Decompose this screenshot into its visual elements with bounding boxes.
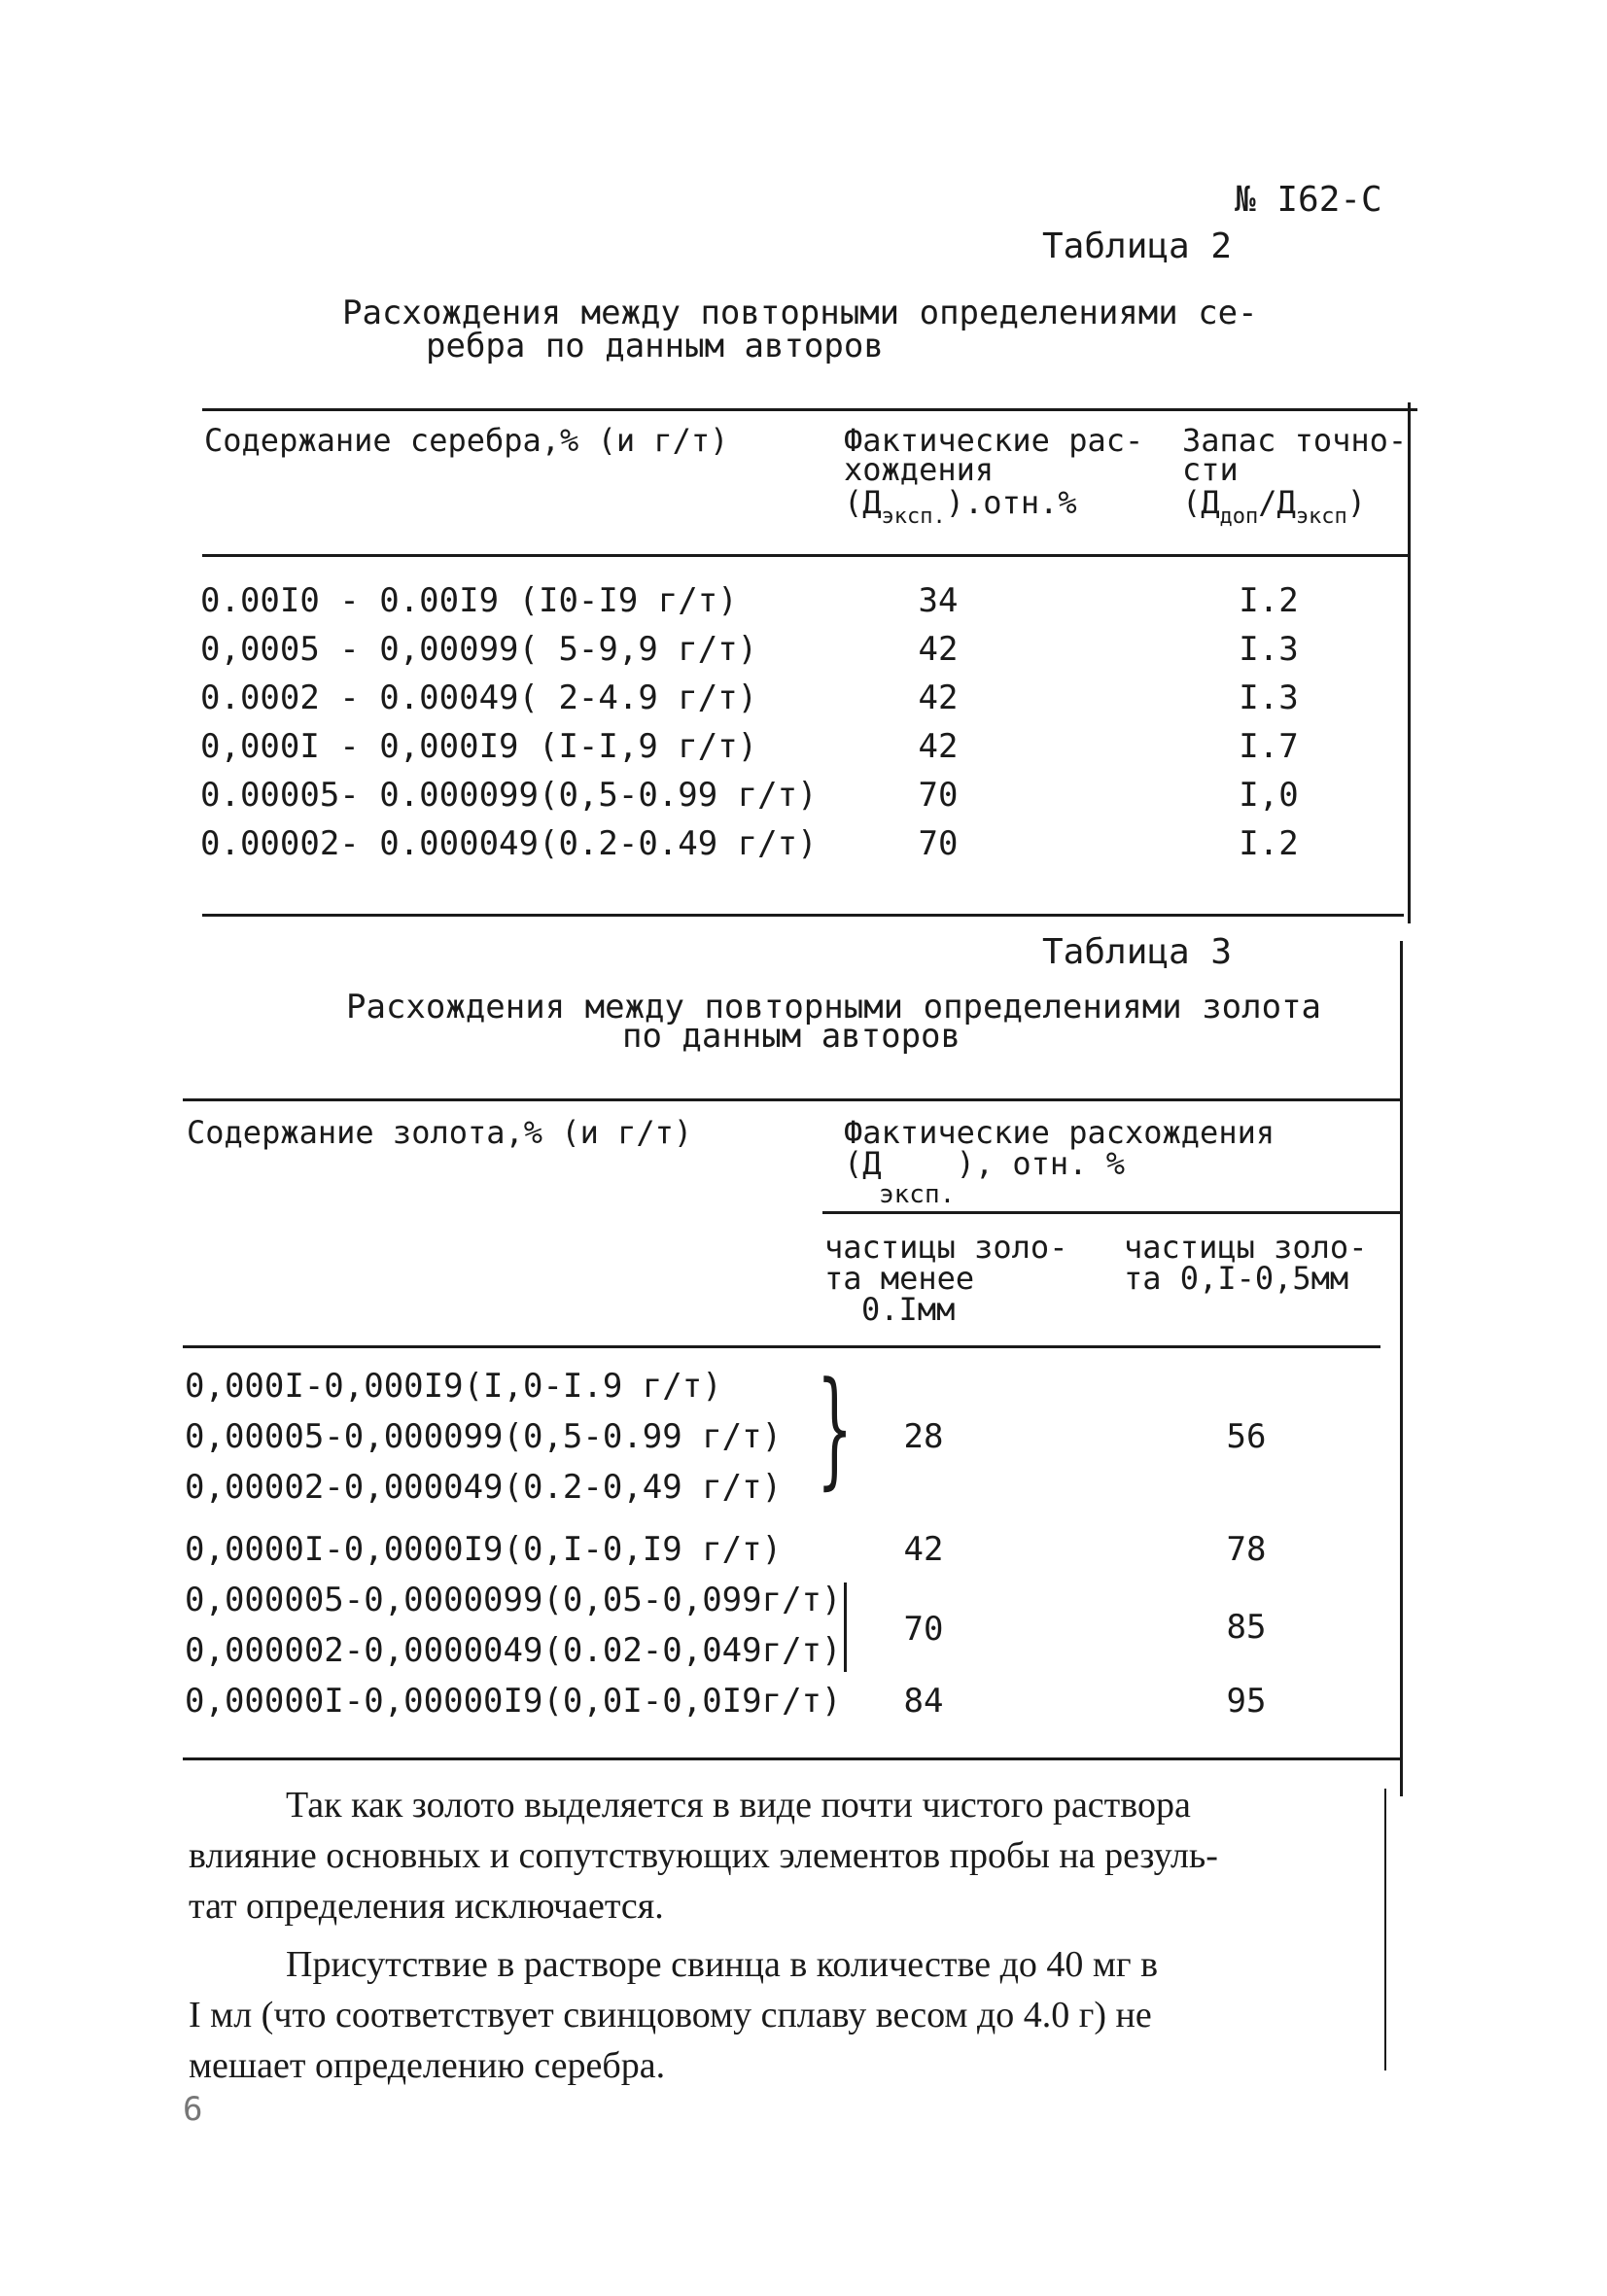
table3-header-group-line2: (Д ), отн. %: [844, 1145, 1125, 1182]
table3-row-content: 0,00002-0,000049(0.2-0,49 г/т): [185, 1468, 783, 1507]
table3-caption-line1: Расхождения между повторными определениями золота: [346, 988, 1322, 1026]
table3-row-content: 0,000I-0,000I9(I,0-I.9 г/т): [185, 1367, 722, 1406]
table3-header-large-line1: частицы золо-: [1124, 1229, 1368, 1266]
table3-header-group-line3: эксп.: [879, 1180, 956, 1209]
table3-header-large-line2: та 0,I-0,5мм: [1124, 1260, 1349, 1297]
table3-header-small-line1: частицы золо-: [824, 1229, 1068, 1266]
table3-row-content: 0,000002-0,0000049(0.02-0,049г/т): [185, 1631, 842, 1670]
paragraph-line: Присутствие в растворе свинца в количестве до 40 мг в: [286, 1944, 1159, 1985]
table3-row-small: 70: [903, 1610, 944, 1649]
table2-header-rule: [202, 554, 1410, 557]
table2-row-diff: 34: [918, 581, 959, 620]
table2-row-margin: I,0: [1239, 776, 1299, 815]
table3-top-rule: [183, 1098, 1402, 1101]
table3-group-brace: }: [817, 1354, 854, 1502]
table2-row-content: 0.0002 - 0.00049( 2-4.9 г/т): [200, 678, 758, 717]
table3-row-large: 95: [1226, 1682, 1267, 1721]
table2-header-content: Содержание серебра,% (и г/т): [204, 422, 729, 459]
paragraph-line: Так как золото выделяется в виде почти чистого раствора: [286, 1785, 1191, 1826]
table2-row-content: 0.00002- 0.000049(0.2-0.49 г/т): [200, 824, 818, 863]
table3-row-small: 84: [903, 1682, 944, 1721]
table2-row-margin: I.2: [1239, 824, 1299, 863]
table3-header-small-line3: 0.Iмм: [861, 1291, 956, 1328]
paragraph-line: влияние основных и сопутствующих элементов пробы на резуль-: [189, 1835, 1218, 1876]
table3-row-small: 42: [903, 1530, 944, 1569]
table3-row-small: 28: [903, 1417, 944, 1456]
table2-row-content: 0.00005- 0.000099(0,5-0.99 г/т): [200, 776, 818, 815]
table3-right-rule: [1400, 941, 1403, 1796]
table2-row-diff: 70: [918, 824, 959, 863]
table2-right-rule: [1408, 402, 1411, 923]
table3-row-large: 85: [1226, 1608, 1267, 1647]
table3-row-large: 78: [1226, 1530, 1267, 1569]
table3-header-rule: [183, 1345, 1380, 1348]
table3-row-content: 0,000005-0,0000099(0,05-0,099г/т): [185, 1581, 842, 1619]
table2-top-rule: [202, 408, 1417, 411]
table2-bottom-rule: [202, 914, 1404, 917]
table2-row-diff: 42: [918, 678, 959, 717]
table2-row-diff: 70: [918, 776, 959, 815]
paragraph-line: I мл (что соответствует свинцовому сплаву весом до 4.0 г) не: [189, 1995, 1152, 2035]
table2-header-diff-line3: $(Д_{эксп.}).отн.\%$: [844, 484, 1077, 529]
table3-label: Таблица 3: [1042, 932, 1233, 972]
document-number: № I62-C: [1235, 180, 1382, 220]
table3-group-bracket: [844, 1583, 847, 1672]
table2-row-margin: I.3: [1239, 630, 1299, 669]
table2-header-margin-line1: Запас точно-: [1182, 422, 1408, 459]
table2-label: Таблица 2: [1042, 226, 1233, 266]
table2-row-margin: I.3: [1239, 678, 1299, 717]
table2-caption-line2: ребра по данным авторов: [426, 327, 884, 365]
table3-group-rule: [822, 1211, 1402, 1214]
table3-header-small-line2: та менее: [824, 1260, 975, 1297]
table3-header-content: Содержание золота,% (и г/т): [187, 1114, 693, 1151]
table3-bottom-rule: [183, 1757, 1400, 1760]
table2-row-content: 0,000I - 0,000I9 (I-I,9 г/т): [200, 727, 758, 766]
table2-row-diff: 42: [918, 727, 959, 766]
paragraph-line: тат определения исключается.: [189, 1886, 664, 1927]
table3-row-content: 0,00005-0,000099(0,5-0.99 г/т): [185, 1417, 783, 1456]
table3-row-content: 0,00000I-0,00000I9(0,0I-0,0I9г/т): [185, 1682, 842, 1721]
table2-header-diff-line2: хождения: [844, 451, 995, 488]
table2-header-margin-line3: $(Д_{доп}/Д_{эксп})$: [1182, 484, 1367, 529]
table3-caption-line2: по данным авторов: [622, 1017, 961, 1056]
paragraph-line: мешает определению серебра.: [189, 2045, 666, 2086]
table2-caption-line1: Расхождения между повторными определениями се-: [342, 294, 1258, 332]
table2-row-diff: 42: [918, 630, 959, 669]
table3-row-content: 0,0000I-0,0000I9(0,I-0,I9 г/т): [185, 1530, 783, 1569]
table3-header-group-line1: Фактические расхождения: [844, 1114, 1275, 1151]
table2-header-diff-line1: Фактические рас-: [844, 422, 1144, 459]
table2-row-content: 0,0005 - 0,00099( 5-9,9 г/т): [200, 630, 758, 669]
table3-row-large: 56: [1226, 1417, 1267, 1456]
page-number: 6: [183, 2090, 203, 2129]
margin-rule: [1384, 1789, 1386, 2070]
table2-row-margin: I.2: [1239, 581, 1299, 620]
table2-row-margin: I.7: [1239, 727, 1299, 766]
table2-row-content: 0.00I0 - 0.00I9 (I0-I9 г/т): [200, 581, 738, 620]
table2-header-margin-line2: сти: [1182, 451, 1239, 488]
